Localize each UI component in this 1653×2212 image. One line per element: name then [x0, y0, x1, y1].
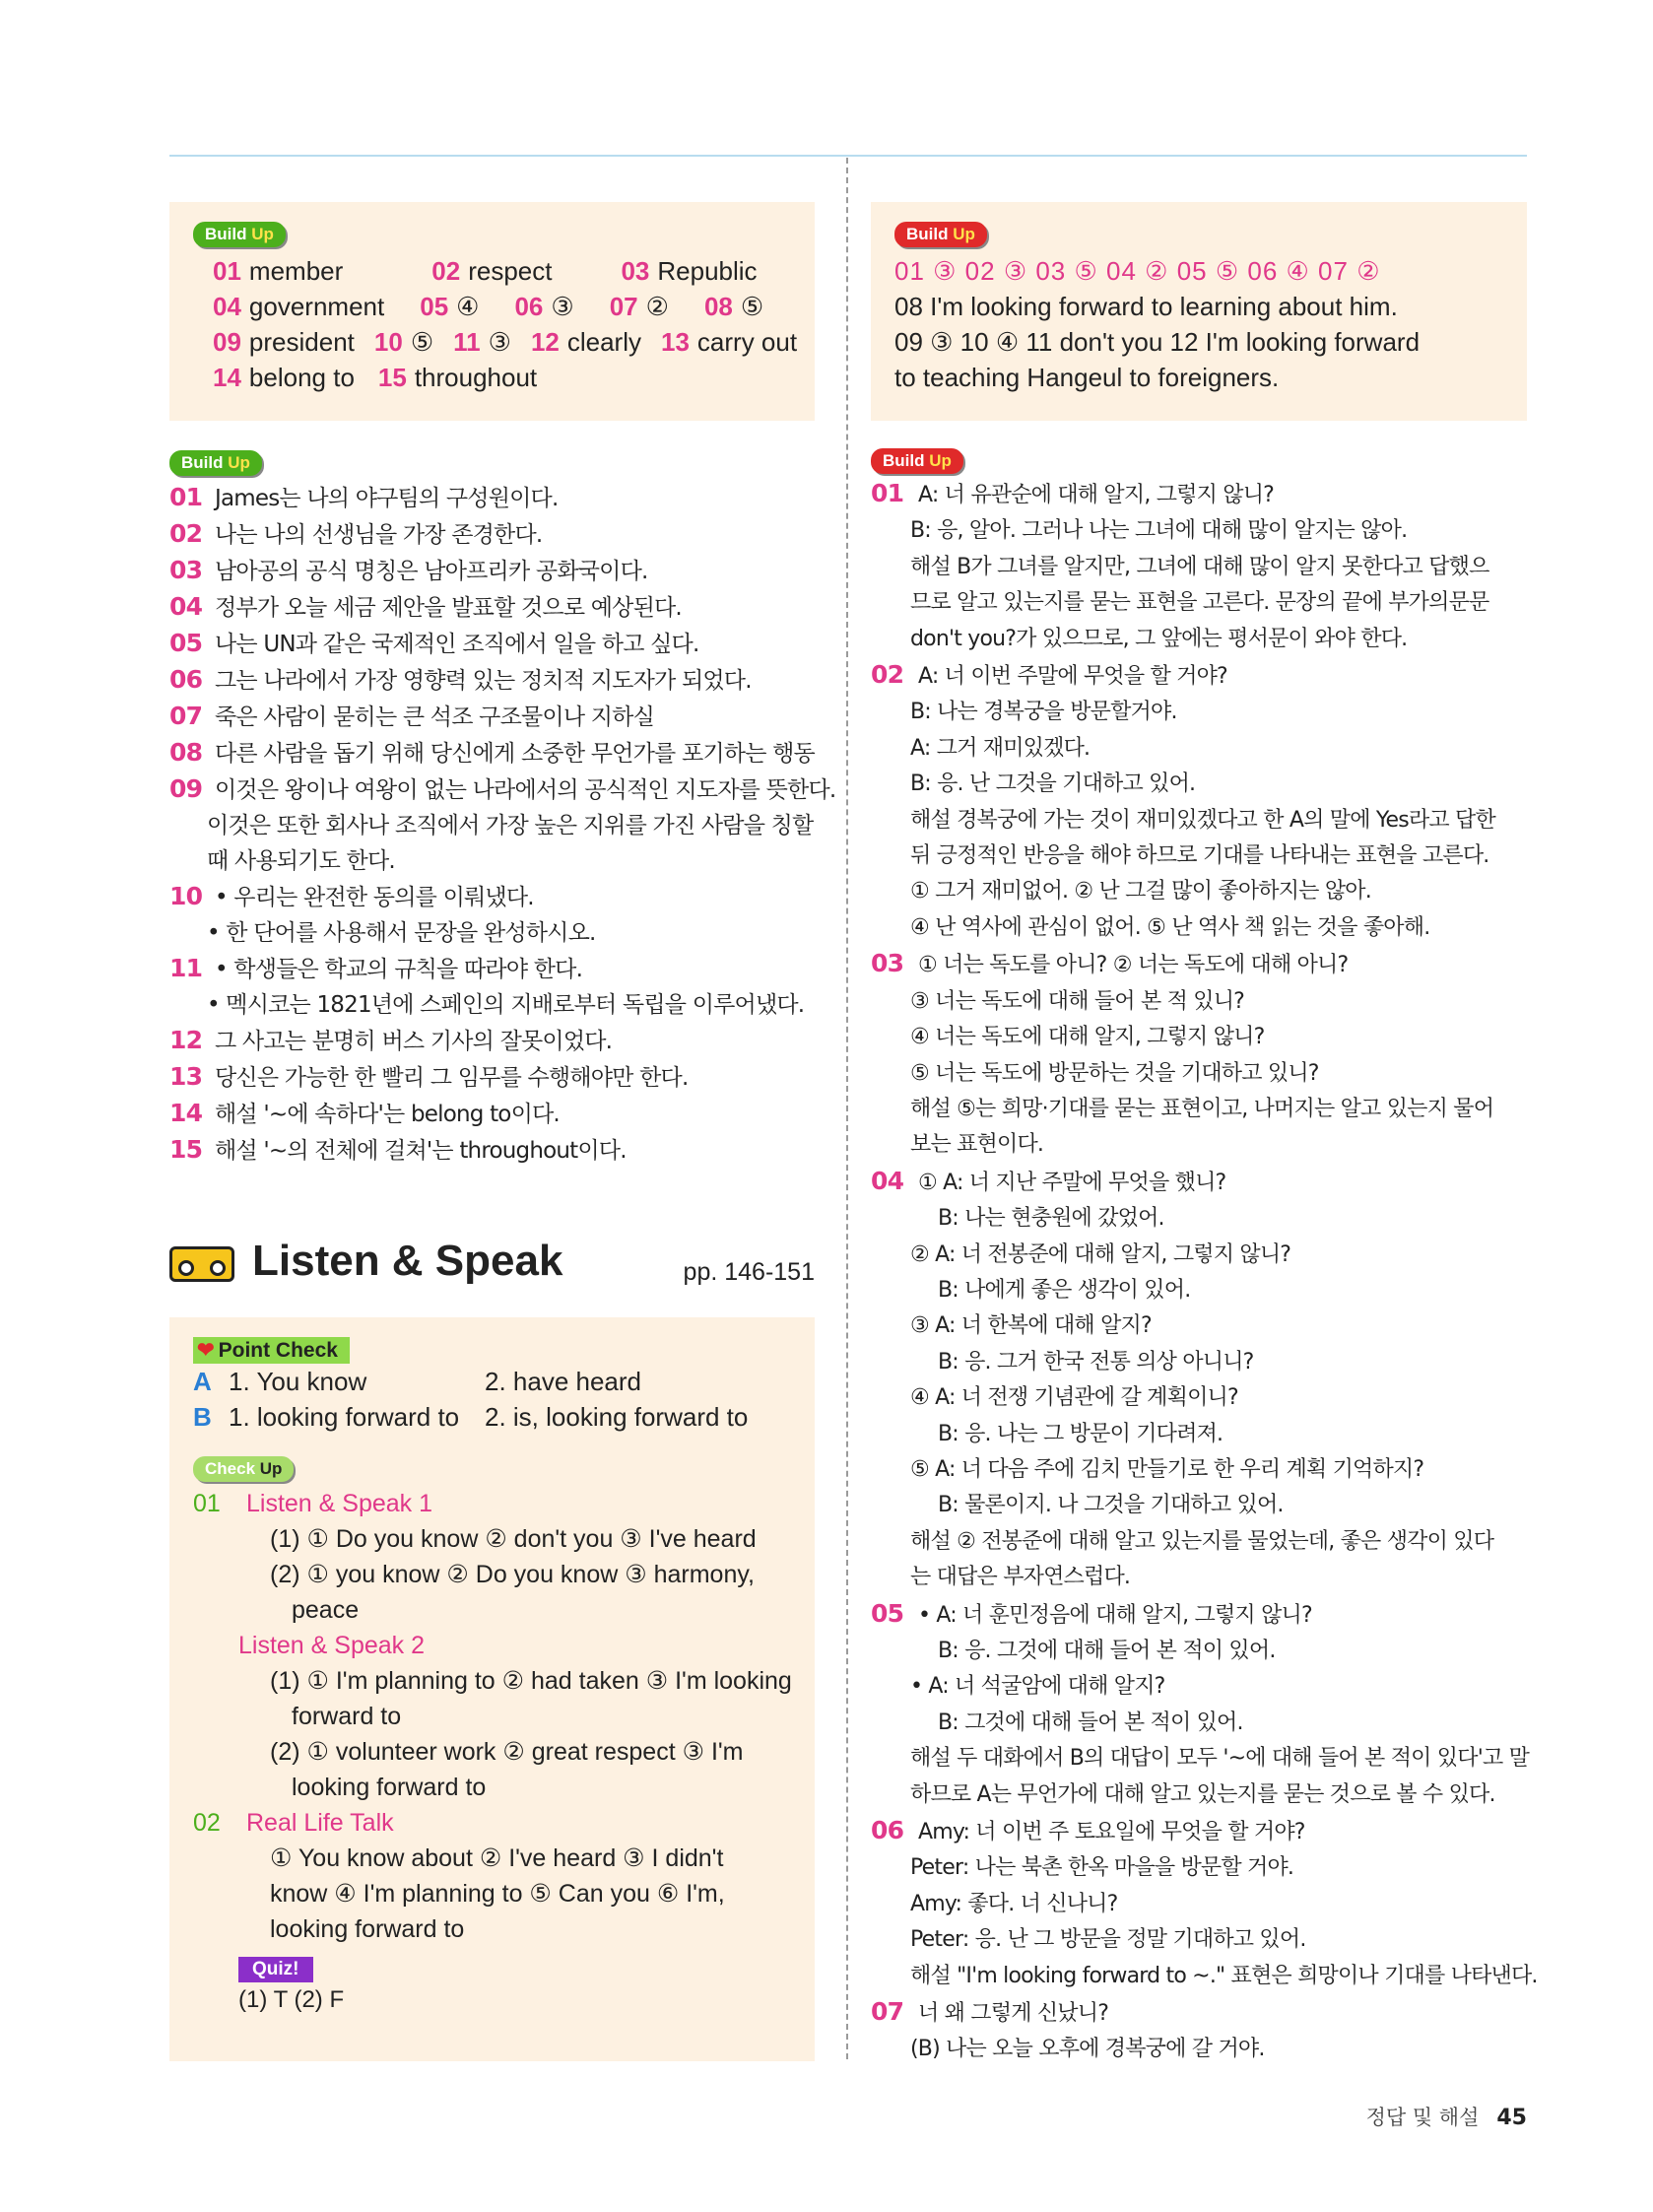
translation-line — [169, 843, 815, 879]
line-text: B: 응. 그거 한국 전통 의상 아니니? — [938, 1349, 1254, 1374]
line-text: ⑤ A: 너 다음 주에 김치 만들기로 한 우리 계획 기억하지? — [910, 1456, 1424, 1482]
explanation-line — [871, 767, 1527, 802]
line-text: ④ 너는 독도에 대해 알지, 그렇지 않니? — [910, 1025, 1265, 1050]
translation-line — [169, 589, 815, 626]
line-text: Peter: 나는 북촌 한옥 마을을 방문할 거야. — [910, 1855, 1294, 1881]
item-number: 04 — [169, 592, 203, 621]
explanation-line — [871, 1777, 1527, 1813]
line-text: 해설 "I'm looking forward to ~." 표현은 희망이나 기대를 나타낸다. — [910, 1963, 1538, 1988]
item-number: 15 — [169, 1135, 203, 1164]
item-number: 07 — [871, 1997, 904, 2027]
explanation-line — [871, 1994, 1527, 2032]
answer-number: 06 — [514, 292, 544, 321]
translation-line — [169, 735, 815, 771]
build-up-badge-right-2: Build Up — [871, 448, 963, 474]
item-number: 02 — [871, 660, 904, 690]
explanation-line — [871, 513, 1527, 549]
point-check-badge: ❤ Point Check — [193, 1337, 350, 1364]
answer-row — [193, 289, 791, 324]
line-text: ④ A: 너 전쟁 기념관에 갈 계획이니? — [910, 1385, 1238, 1411]
item-number: 01 — [169, 483, 203, 511]
explanation-line — [871, 550, 1527, 585]
section-label: Listen & Speak 1 — [246, 1490, 433, 1517]
line-text: • A: 너 석굴암에 대해 알지? — [910, 1674, 1165, 1700]
answer-text: respect — [468, 256, 553, 286]
row-letter: B — [193, 1402, 212, 1432]
line-text: 는 대답은 부자연스럽다. — [910, 1565, 1131, 1590]
answer-2: 2. is, looking forward to — [485, 1402, 749, 1432]
item-text: 이것은 왕이나 여왕이 없는 나라에서의 공식적인 지도자를 뜻한다. — [215, 777, 836, 803]
answer-number: 15 — [377, 363, 407, 392]
answer-item — [431, 256, 552, 286]
answer-row — [193, 324, 798, 360]
explanation-line — [871, 910, 1527, 946]
line-text: B: 나에게 좋은 생각이 있어. — [938, 1277, 1191, 1303]
item-text: 죽은 사람이 묻히는 큰 석조 구조물이나 지하실 — [215, 704, 655, 730]
item-text: • 멕시코는 1821년에 스페인의 지배로부터 독립을 이루어냈다. — [207, 992, 805, 1018]
build-up-badge-2: Build Up — [169, 450, 262, 476]
line-text: ③ 너는 독도에 대해 들어 본 적 있니? — [910, 988, 1245, 1014]
item-text: 그 사고는 분명히 버스 기사의 잘못이었다. — [215, 1029, 613, 1054]
explanation-line — [871, 1201, 1527, 1237]
item-number: 02 — [193, 1809, 221, 1837]
answer-line: 01 ③ 02 ③ 03 ⑤ 04 ② 05 ⑤ 06 ④ 07 ② — [894, 256, 1381, 286]
translation-line — [169, 771, 836, 808]
check-up-line — [193, 1486, 791, 1521]
answer-number: 13 — [661, 327, 690, 357]
line-text: 해설 경복궁에 가는 것이 재미있겠다고 한 A의 말에 Yes라고 답한 — [910, 807, 1495, 833]
answer-text: forward to — [292, 1703, 402, 1730]
item-number: 03 — [169, 556, 203, 584]
item-text: 정부가 오늘 세금 제안을 발표할 것으로 예상된다. — [215, 595, 682, 621]
item-text: 이것은 또한 회사나 조직에서 가장 높은 지위를 가진 사람을 칭할 — [207, 813, 814, 838]
answer-text: ⑤ — [410, 327, 434, 357]
explanation-line — [871, 946, 1527, 983]
answer-number: 03 — [621, 256, 650, 286]
explanation-line — [871, 622, 1527, 657]
right-column — [871, 202, 1538, 2068]
build-up-translations — [169, 480, 836, 1169]
item-number: 08 — [169, 738, 203, 767]
check-up-line — [193, 1911, 791, 1947]
check-up-line — [193, 1628, 791, 1663]
explanation-line — [871, 1452, 1527, 1488]
answer-text: Republic — [657, 256, 758, 286]
line-text: ⑤ 너는 독도에 방문하는 것을 기대하고 있니? — [910, 1060, 1319, 1086]
explanation-line — [871, 1596, 1527, 1634]
answer-line: 09 ③ 10 ④ 11 don't you 12 I'm looking forward — [894, 327, 1421, 357]
answer-row — [193, 253, 791, 289]
line-text: B: 그것에 대해 들어 본 적이 있어. — [938, 1709, 1243, 1735]
explanation-line — [871, 874, 1527, 909]
answer-text: (1) ① Do you know ② don't you ③ I've heard — [270, 1525, 757, 1553]
line-text: A: 그거 재미있겠다. — [910, 735, 1091, 761]
section-label: Listen & Speak 2 — [238, 1632, 426, 1659]
build-up-explanations — [871, 476, 1538, 2068]
answer-1: 1. looking forward to — [229, 1402, 460, 1432]
explanation-line — [871, 1273, 1527, 1308]
translation-line — [169, 553, 815, 589]
answer-item — [661, 327, 797, 357]
line-text: 해설 B가 그녀를 알지만, 그녀에 대해 많이 알지 못한다고 답했으 — [910, 554, 1489, 579]
explanation-line — [871, 1887, 1527, 1922]
listen-speak-box — [169, 1317, 815, 2061]
explanation-line — [871, 1092, 1527, 1127]
check-up-line — [193, 1876, 791, 1911]
translation-line — [169, 915, 815, 951]
check-up-answers — [193, 1486, 791, 1947]
line-text: • A: 너 훈민정음에 대해 알지, 그렇지 않니? — [918, 1602, 1312, 1628]
line-text: ① 너는 독도를 아니? ② 너는 독도에 대해 아니? — [918, 953, 1349, 978]
point-check-row — [193, 1399, 791, 1435]
answer-text: (1) ① I'm planning to ② had taken ③ I'm looking — [270, 1667, 792, 1695]
check-up-line — [193, 1770, 791, 1805]
answer-text: ⑤ — [740, 292, 764, 321]
check-up-line — [193, 1699, 791, 1734]
item-text: 해설 '~의 전체에 걸쳐'는 throughout이다. — [215, 1138, 627, 1164]
radio-icon — [169, 1246, 234, 1282]
answer-number: 10 — [373, 327, 403, 357]
heart-icon: ❤ — [197, 1339, 215, 1362]
answer-line: 08 I'm looking forward to learning about him. — [894, 292, 1398, 321]
left-column — [169, 202, 836, 1169]
explanation-line — [871, 984, 1527, 1020]
answer-text: (2) ① volunteer work ② great respect ③ I'm — [270, 1738, 744, 1766]
answer-text: ③ — [551, 292, 574, 321]
explanation-line — [871, 1056, 1527, 1092]
explanation-line — [871, 838, 1527, 874]
translation-line — [169, 1059, 815, 1096]
answer-text: ③ — [488, 327, 511, 357]
answer-item — [621, 256, 757, 286]
translation-line — [169, 662, 815, 699]
translation-line — [169, 987, 815, 1023]
item-text: • 우리는 완전한 동의를 이뤄냈다. — [215, 885, 534, 910]
item-text: 그는 나라에서 가장 영향력 있는 정치적 지도자가 되었다. — [215, 668, 752, 694]
line-text: ④ 난 역사에 관심이 없어. ⑤ 난 역사 책 읽는 것을 좋아해. — [910, 914, 1430, 940]
line-text: ① 그거 재미없어. ② 난 그걸 많이 좋아하지는 않아. — [910, 879, 1371, 905]
explanation-line — [871, 803, 1527, 838]
translation-line — [169, 699, 815, 735]
check-up-line — [193, 1521, 791, 1557]
item-number: 01 — [193, 1490, 221, 1517]
item-number: 02 — [169, 519, 203, 548]
explanation-line — [871, 1488, 1527, 1523]
explanation-line — [871, 1850, 1527, 1886]
item-text: 해설 '~에 속하다'는 belong to이다. — [215, 1102, 560, 1127]
item-number: 05 — [871, 1598, 904, 1628]
item-number: 10 — [169, 882, 203, 910]
answer-item — [374, 327, 433, 357]
answer-text: ② — [645, 292, 669, 321]
answer-text: (2) ① you know ② Do you know ③ harmony, — [270, 1561, 755, 1588]
explanation-line — [871, 476, 1527, 513]
answer-number: 02 — [431, 256, 461, 286]
line-text: don't you?가 있으므로, 그 앞에는 평서문이 와야 한다. — [910, 626, 1408, 651]
translation-line — [169, 879, 815, 915]
answer-item — [213, 256, 343, 286]
explanation-line — [871, 695, 1527, 730]
check-up-line — [193, 1663, 791, 1699]
footer-label: 정답 및 해설 — [1365, 2106, 1480, 2129]
item-number: 07 — [169, 702, 203, 730]
point-check-answers — [193, 1364, 791, 1435]
translation-line — [169, 480, 815, 516]
answer-number: 04 — [213, 292, 241, 321]
check-up-line — [193, 1734, 791, 1770]
answer-text: carry out — [696, 327, 798, 357]
answer-item — [213, 363, 355, 392]
line-text: Peter: 응. 난 그 방문을 정말 기대하고 있어. — [910, 1927, 1306, 1953]
answer-number: 05 — [420, 292, 449, 321]
translation-line — [169, 808, 815, 843]
check-up-line — [193, 1592, 791, 1628]
answer-text: looking forward to — [270, 1915, 465, 1943]
item-number: 13 — [169, 1062, 203, 1091]
explanation-line — [871, 657, 1527, 695]
translation-line — [169, 516, 815, 553]
item-number: 09 — [169, 774, 203, 803]
build-up-answer-box-right — [871, 202, 1527, 421]
column-divider — [846, 158, 848, 2059]
item-number: 01 — [871, 479, 904, 507]
answer-item — [213, 292, 384, 321]
line-text: ① A: 너 지난 주말에 무엇을 했니? — [918, 1170, 1226, 1195]
answer-text: looking forward to — [292, 1774, 487, 1801]
item-number: 04 — [871, 1166, 904, 1195]
answer-text: president — [248, 327, 355, 357]
answer-item — [420, 292, 479, 321]
explanation-line — [871, 1634, 1527, 1669]
quiz-badge: Quiz! — [238, 1957, 313, 1982]
answer-number: 08 — [703, 292, 733, 321]
line-text: A: 너 이번 주말에 무엇을 할 거야? — [918, 664, 1227, 690]
explanation-line — [871, 1380, 1527, 1416]
answer-number: 11 — [453, 327, 481, 357]
answer-text: ① You know about ② I've heard ③ I didn't — [270, 1844, 724, 1872]
check-up-line — [193, 1805, 791, 1841]
answer-item — [514, 292, 573, 321]
item-number: 06 — [871, 1816, 904, 1845]
line-text: 해설 두 대화에서 B의 대답이 모두 '~에 대해 들어 본 적이 있다'고 말 — [910, 1746, 1530, 1772]
answer-row — [193, 360, 791, 395]
answer-2: 2. have heard — [485, 1367, 642, 1396]
explanation-line — [871, 1164, 1527, 1201]
explanation-line — [871, 585, 1527, 621]
answer-text: throughout — [414, 363, 538, 392]
answer-text: know ④ I'm planning to ⑤ Can you ⑥ I'm, — [270, 1880, 725, 1908]
page-range: pp. 146-151 — [683, 1258, 815, 1286]
explanation-line — [871, 1524, 1527, 1560]
item-number: 03 — [871, 949, 904, 978]
line-text: 해설 ⑤는 희망·기대를 묻는 표현이고, 나머지는 알고 있는지 물어 — [910, 1096, 1494, 1121]
explanation-line — [871, 1127, 1527, 1163]
line-text: Amy: 좋다. 너 신나니? — [910, 1891, 1118, 1916]
explanation-line — [871, 2032, 1527, 2067]
top-rule — [169, 155, 1527, 157]
answer-item — [610, 292, 669, 321]
line-text: B: 응, 알아. 그러나 나는 그녀에 대해 많이 알지는 않아. — [910, 518, 1408, 544]
build-up-badge: Build Up — [193, 222, 286, 247]
explanation-line — [871, 731, 1527, 767]
answer-text: belong to — [248, 363, 355, 392]
check-up-line — [193, 1841, 791, 1876]
line-text: A: 너 유관순에 대해 알지, 그렇지 않니? — [918, 483, 1275, 507]
translation-line — [169, 951, 815, 987]
answer-item — [378, 363, 537, 392]
line-text: B: 나는 경복궁을 방문할거야. — [910, 700, 1177, 725]
answer-text: government — [248, 292, 385, 321]
item-text: • 한 단어를 사용해서 문장을 완성하시오. — [207, 920, 596, 946]
build-up-badge-right: Build Up — [894, 222, 987, 247]
item-number: 12 — [169, 1026, 203, 1054]
explanation-line — [871, 1706, 1527, 1741]
item-text: 남아공의 공식 명칭은 남아프리카 공화국이다. — [215, 559, 648, 584]
explanation-line — [871, 1345, 1527, 1380]
answer-1: 1. You know — [229, 1367, 367, 1396]
explanation-line — [871, 1959, 1538, 1994]
listen-speak-header — [169, 1237, 815, 1296]
line-text: B: 응. 난 그것을 기대하고 있어. — [910, 771, 1196, 797]
answer-number: 12 — [530, 327, 560, 357]
build-up-answer-box — [169, 202, 815, 421]
item-text: 나는 나의 선생님을 가장 존경한다. — [215, 522, 543, 548]
line-text: ③ A: 너 한복에 대해 알지? — [910, 1313, 1152, 1339]
section-title: Listen & Speak — [252, 1237, 563, 1285]
answer-text: peace — [292, 1596, 360, 1624]
item-number: 14 — [169, 1099, 203, 1127]
item-number: 06 — [169, 665, 203, 694]
item-text: 때 사용되기도 한다. — [207, 848, 395, 874]
answer-text: clearly — [566, 327, 641, 357]
line-text: B: 응. 그것에 대해 들어 본 적이 있어. — [938, 1639, 1276, 1663]
explanation-line — [871, 1813, 1527, 1850]
translation-line — [169, 626, 815, 662]
translation-line — [169, 1132, 815, 1169]
item-text: James는 나의 야구팀의 구성원이다. — [215, 486, 559, 511]
answer-text: member — [248, 256, 344, 286]
item-number: 05 — [169, 629, 203, 657]
answer-item — [704, 292, 763, 321]
page-number: 45 — [1496, 2106, 1527, 2130]
item-text: • 학생들은 학교의 규칙을 따라야 한다. — [215, 957, 583, 982]
line-text: 뒤 긍정적인 반응을 해야 하므로 기대를 나타내는 표현을 고른다. — [910, 843, 1489, 869]
line-text: B: 응. 나는 그 방문이 기다려져. — [938, 1421, 1223, 1446]
line-text: B: 물론이지. 나 그것을 기대하고 있어. — [938, 1493, 1284, 1518]
line-text: 해설 ② 전봉준에 대해 알고 있는지를 물었는데, 좋은 생각이 있다 — [910, 1528, 1494, 1554]
answer-number: 01 — [213, 256, 241, 286]
item-text: 나는 UN과 같은 국제적인 조직에서 일을 하고 싶다. — [215, 632, 699, 657]
explanation-line — [871, 1560, 1527, 1595]
explanation-line — [871, 1669, 1527, 1705]
line-text: Amy: 너 이번 주 토요일에 무엇을 할 거야? — [918, 1820, 1305, 1845]
answer-item — [213, 327, 355, 357]
section-label: Real Life Talk — [246, 1809, 394, 1837]
item-number: 11 — [169, 954, 203, 982]
answer-number: 07 — [609, 292, 638, 321]
item-text: 당신은 가능한 한 빨리 그 임무를 수행해야만 한다. — [215, 1065, 689, 1091]
translation-line — [169, 1023, 815, 1059]
answer-number: 09 — [213, 327, 241, 357]
answer-text: ④ — [456, 292, 480, 321]
page-footer — [1366, 2102, 1527, 2131]
explanation-line — [871, 1922, 1527, 1958]
explanation-line — [871, 1741, 1530, 1776]
quiz-answer: (1) T (2) F — [238, 1986, 345, 2013]
translation-line — [169, 1096, 815, 1132]
point-check-row — [193, 1364, 791, 1399]
explanation-line — [871, 1238, 1527, 1273]
line-text: (B) 나는 오늘 오후에 경복궁에 갈 거야. — [910, 2037, 1265, 2062]
line-text: 보는 표현이다. — [910, 1132, 1044, 1158]
explanation-line — [871, 1417, 1527, 1452]
line-text: ② A: 너 전봉준에 대해 알지, 그렇지 않니? — [910, 1241, 1291, 1267]
answer-line: to teaching Hangeul to foreigners. — [894, 363, 1280, 392]
line-text: 하므로 A는 무언가에 대해 알고 있는지를 묻는 것으로 볼 수 있다. — [910, 1781, 1495, 1807]
explanation-line — [871, 1020, 1527, 1055]
item-text: 다른 사람을 돕기 위해 당신에게 소중한 무언가를 포기하는 행동 — [215, 741, 815, 767]
line-text: 므로 알고 있는지를 묻는 표현을 고른다. 문장의 끝에 부가의문문 — [910, 590, 1489, 616]
check-up-badge: Check Up — [193, 1456, 294, 1482]
line-text: 너 왜 그렇게 신났니? — [918, 2001, 1109, 2027]
answer-item — [531, 327, 641, 357]
check-up-line — [193, 1557, 791, 1592]
answer-number: 14 — [213, 363, 241, 392]
answer-item — [453, 327, 511, 357]
line-text: B: 나는 현충원에 갔었어. — [938, 1206, 1164, 1232]
row-letter: A — [193, 1367, 212, 1396]
explanation-line — [871, 1308, 1527, 1344]
